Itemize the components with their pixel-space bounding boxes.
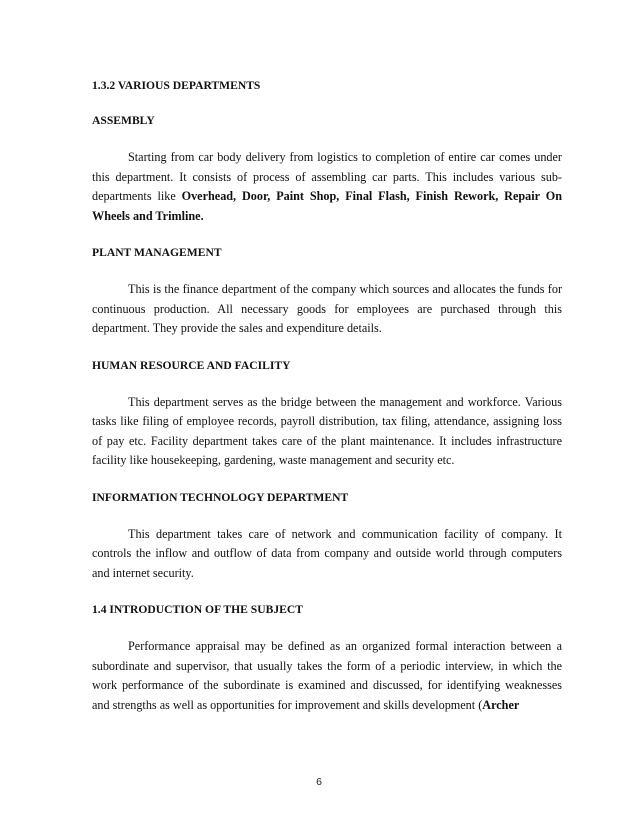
page-number: 6 [316,776,322,788]
section-heading-human-resource: HUMAN RESOURCE AND FACILITY [92,358,291,372]
paragraph-assembly-text: Starting from car body delivery from logistics to completion of entire car comes under this department. It consists of process of assembling car parts. This includes various sub-departments like [92,150,562,203]
page-content [92,78,562,715]
section-heading-introduction: 1.4 INTRODUCTION OF THE SUBJECT [92,603,303,616]
paragraph-assembly-bold-text: Overhead, Door, Paint Shop, Final Flash, Finish Rework, Repair On Wheels and Trimline. [92,189,562,223]
section-heading-information-technology: INFORMATION TECHNOLOGY DEPARTMENT [92,490,349,504]
paragraph-introduction-text: Performance appraisal may be defined as an organized formal interaction between a subordinate and supervisor, that usually takes the form of a periodic interview, in which the work performance of the subordinate is examined and discussed, for identifying weaknesses and strengths as well as opportunities for improvement and skills development ( [92,639,562,712]
section-heading-plant-management: PLANT MANAGEMENT [92,246,222,259]
section-heading-various-departments: 1.3.2 VARIOUS DEPARTMENTS [92,79,261,92]
paragraph-information-technology: This department takes care of network and communication facility of company. It controls the inflow and outflow of data from company and outside world through computers and internet security. [92,526,562,580]
paragraph-assembly [92,148,562,226]
paragraph-human-resource: This department serves as the bridge between the management and workforce. Various tasks like filing of employee records, payroll distribution, tax filing, attendance, assigning loss of pay etc. Facility department takes care of the plant maintenance. It includes infrastructure facility like housekeeping, gardening, waste management and security etc. [92,394,562,467]
paragraph-plant-management: This is the finance department of the company which sources and allocates the funds for continuous production. All necessary goods for employees are purchased through this department. They provide the sales and expenditure details. [92,282,562,335]
section-heading-assembly: ASSEMBLY [92,114,155,127]
paragraph-introduction [92,637,562,715]
paragraph-introduction-bold-text: Archer [482,697,520,712]
